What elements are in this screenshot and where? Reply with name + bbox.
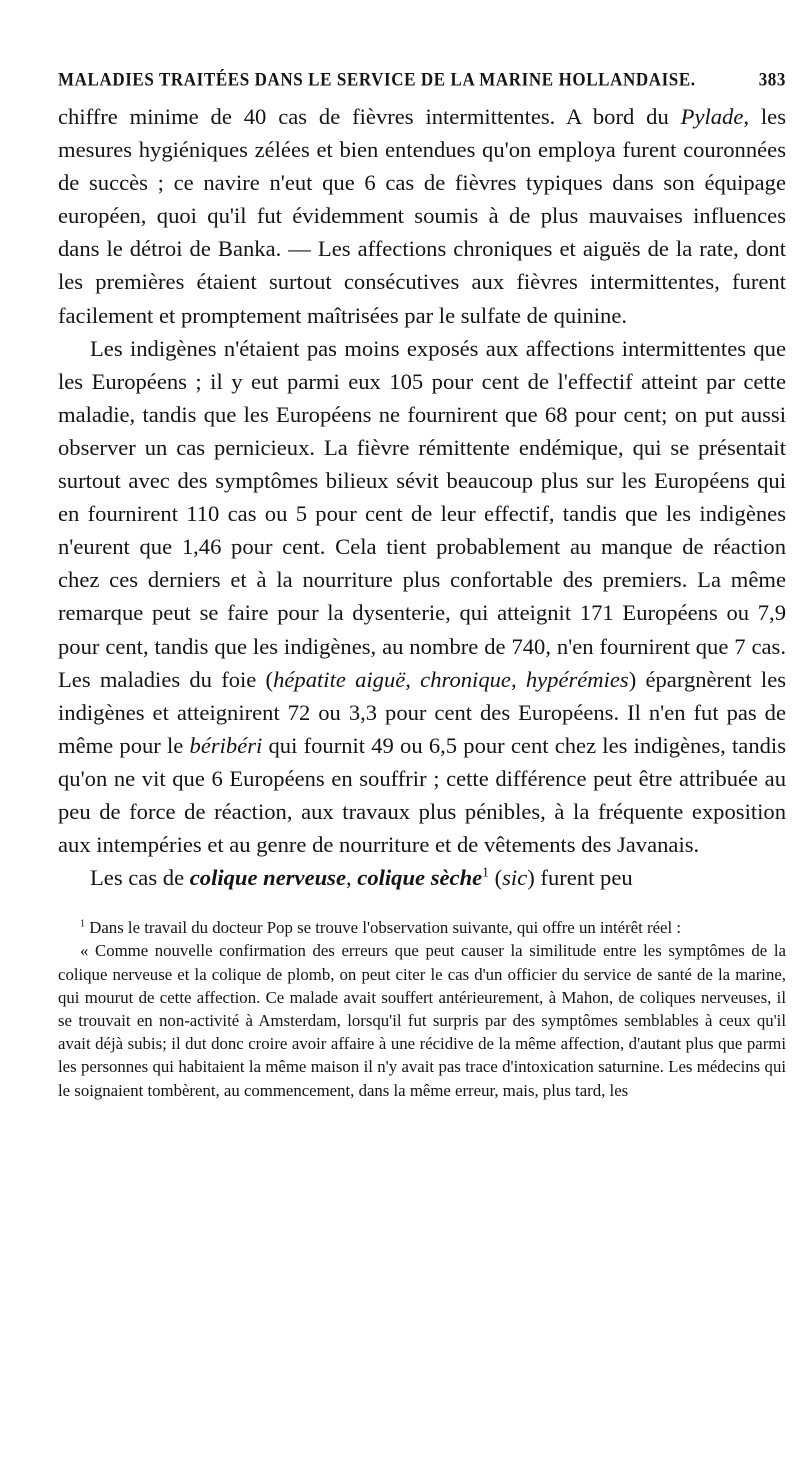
paragraph-2-a: Les indigènes n'étaient pas moins exposés aux affections intermittentes que les Européens ; il y eut parmi eux 105 pour cent de l'effectif atteint par cette maladie, tandis que les Européens ne fournirent que 68 pour cent; on put aussi observer un cas pernicieux. La fièvre rémittente endémique, qui se présentait surtout avec des symptômes bilieux sévit beaucoup plus sur les Européens qui en fournirent 110 cas ou 5 pour cent de leur effectif, tandis que les indigènes n'eurent que 1,46 pour cent. Cela tient probablement au manque de réaction chez ces derniers et à la nourriture plus confortable des premiers. La même remarque peut se faire pour la dysenterie, qui atteignit 171 Européens ou 7,9 pour cent, tandis que les indigènes, au nombre de 740, n'en fournirent que 7 cas. Les maladies du foie ( bbox=[58, 335, 786, 692]
paragraph-2-c: qui fournit 49 ou 6,5 pour cent chez les indigènes, tandis qu'on ne vit que 6 Européens en souffrir ; cette différence peut être attribuée au peu de force de réaction, aux travaux plus pénibles, à la fréquente exposition aux intempéries et au genre de nourriture et de vêtements des Javanais. bbox=[58, 732, 786, 858]
paragraph-2-b: ) épargnèrent les indigènes et atteignirent 72 ou 3,3 pour cent des Européens. Il n'en fut pas de même pour le bbox=[58, 666, 787, 758]
paragraph-3-sep: , bbox=[346, 865, 358, 891]
liver-diseases: hépatite aiguë, chronique, hypérémies bbox=[273, 666, 629, 692]
body-text bbox=[58, 100, 786, 894]
footnote-marker: 1 bbox=[80, 918, 86, 930]
beriberi-term: béribéri bbox=[189, 732, 263, 758]
ship-name: Pylade bbox=[680, 104, 744, 129]
running-title: MALADIES TRAITÉES DANS LE SERVICE DE LA MARINE HOLLANDAISE. bbox=[58, 68, 696, 91]
colique-seche-term: colique sèche bbox=[357, 865, 483, 891]
paragraph-2 bbox=[58, 332, 786, 862]
page-number: 383 bbox=[758, 68, 786, 91]
footnote-1 bbox=[58, 916, 786, 939]
footnote-ref[interactable]: 1 bbox=[482, 864, 489, 880]
paragraph-1-text: chiffre minime de 40 cas de fièvres intermittentes. A bord du bbox=[58, 104, 669, 129]
running-head bbox=[58, 69, 786, 91]
paragraph-1 bbox=[58, 100, 786, 332]
footnote-1-text: Dans le travail du docteur Pop se trouve l'observation suivante, qui offre un intérêt réel : bbox=[85, 918, 681, 938]
page bbox=[58, 70, 786, 1102]
footnote-quote: « Comme nouvelle confirmation des erreurs que peut causer la similitude entre les symptômes de la colique nerveuse et la colique de plomb, on peut citer le cas d'un officier du service de santé de la marine, qui mourut de cette affection. Ce malade avait souffert antérieurement, à Mahon, de coliques nerveuses, il se trouvait en non-activité à Amsterdam, lorsqu'il fut surpris par des symptômes semblables à ceux qu'il avait déjà subis; il dut donc croire avoir affaire à une récidive de la même affection, d'autant plus que parmi les personnes qui habitaient la même maison il n'y avait pas trace d'intoxication saturnine. Les médecins qui le soignaient tombèrent, au commencement, dans la même erreur, mais, plus tard, les bbox=[58, 941, 786, 1100]
sic-term: sic bbox=[502, 865, 528, 891]
colique-nerveuse-term: colique nerveuse bbox=[189, 865, 346, 891]
paragraph-3-a: Les cas de bbox=[90, 865, 190, 891]
paragraph-3 bbox=[58, 861, 786, 894]
footnotes bbox=[58, 916, 786, 1102]
paragraph-3-c: ) furent peu bbox=[527, 865, 633, 891]
paragraph-1-rest: , les mesures hygiéniques zélées et bien entendues qu'on employa furent couronnées de succès ; ce navire n'eut que 6 cas de fièvres typiques dans son équipage européen, quoi qu'il fut évidemment soumis à de plus mauvaises influences dans le détroi de Banka. — Les affections chroniques et aiguës de la rate, dont les premières étaient surtout consécutives aux fièvres intermittentes, furent facilement et promptement maîtrisées par le sulfate de quinine. bbox=[58, 104, 786, 328]
footnote-separator bbox=[58, 894, 786, 916]
paragraph-3-b: ( bbox=[488, 865, 503, 891]
